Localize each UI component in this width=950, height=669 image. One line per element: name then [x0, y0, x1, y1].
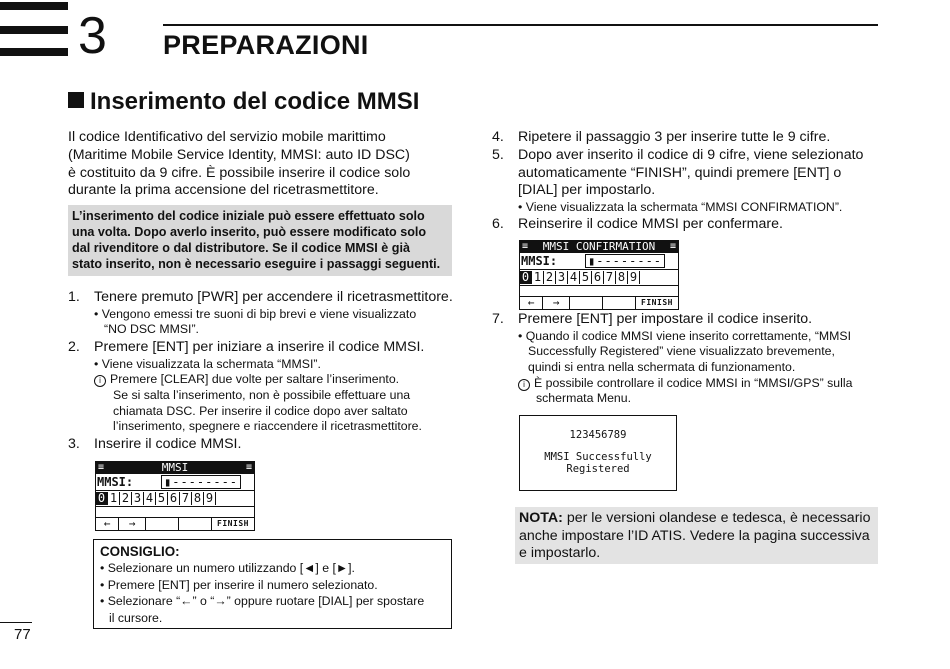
step-text: [DIAL] per impostarlo. [518, 182, 656, 199]
lcd-digit-row [520, 270, 678, 286]
chapter-bar-middle [0, 26, 68, 34]
menu-icon: ≡ [245, 462, 252, 473]
step-number: 4. [492, 129, 504, 145]
step-note: • Viene visualizzata la schermata “MMSI”. [94, 356, 321, 371]
menu-icon: ≡ [522, 241, 529, 252]
info-note [518, 376, 882, 392]
step-number: 5. [492, 146, 504, 163]
lcd-empty-cell [179, 518, 212, 530]
intro-line: durante la prima accensione del ricetrasmettitore. [68, 182, 379, 199]
digit-key[interactable]: 0 [96, 492, 108, 505]
chapter-bar-bottom [0, 48, 68, 56]
tip-item: il cursore. [109, 610, 163, 625]
lcd-empty-cell [603, 297, 636, 309]
info-text: È possibile controllare il codice MMSI in “MMSI/GPS” sulla [534, 375, 853, 390]
step-note: quindi si entra nella schermata di funzionamento. [528, 359, 796, 374]
step-note: “NO DSC MMSI”. [104, 322, 199, 337]
page-number-rule [0, 622, 32, 623]
step-7-block [492, 311, 882, 407]
section-title [68, 88, 419, 116]
step-number: 3. [68, 435, 80, 452]
right-arrow-icon[interactable]: → [543, 297, 570, 309]
digit-key[interactable]: 6 [168, 492, 180, 505]
step-number: 6. [492, 215, 504, 232]
info-text: Premere [CLEAR] due volte per saltare l’inserimento. [110, 372, 400, 387]
digit-key[interactable]: 9 [628, 271, 640, 284]
registered-line: Registered [566, 463, 630, 475]
step-text: Premere [ENT] per impostare il codice inserito. [518, 311, 813, 327]
digit-key[interactable]: 3 [132, 492, 144, 505]
lcd-bottom-row [520, 297, 678, 309]
lcd-title-bar [96, 462, 254, 474]
right-arrow-icon[interactable]: → [119, 518, 146, 530]
menu-icon: ≡ [98, 462, 105, 473]
lcd-bottom-row [96, 518, 254, 530]
step-text: Ripetere il passaggio 3 per inserire tutte le 9 cifre. [518, 129, 831, 145]
digit-key[interactable]: 4 [568, 271, 580, 284]
digit-key[interactable]: 1 [108, 492, 120, 505]
digit-key[interactable]: 7 [604, 271, 616, 284]
lcd-screen-mmsi-confirmation [519, 240, 679, 310]
digit-keypad [520, 271, 640, 284]
lcd-screen-mmsi [95, 461, 255, 531]
digit-key[interactable]: 5 [156, 492, 168, 505]
step-note: • Vengono emessi tre suoni di bip brevi e viene visualizzato [94, 306, 417, 321]
warning-line: una volta. Dopo averlo inserito, può essere modificato solo [72, 225, 427, 239]
step-1 [68, 289, 458, 307]
steps-left [68, 289, 458, 454]
tip-box [93, 539, 452, 629]
menu-icon: ≡ [669, 241, 676, 252]
digit-key[interactable]: 0 [520, 271, 532, 284]
square-bullet-icon [68, 92, 84, 108]
chapter-number: 3 [78, 7, 107, 65]
finish-button[interactable]: FINISH [636, 297, 678, 309]
step-text: Premere [ENT] per iniziare a inserire il codice MMSI. [94, 338, 425, 355]
page-number: 77 [14, 626, 31, 643]
lcd-title-bar [520, 241, 678, 253]
registered-code: 123456789 [569, 429, 627, 441]
steps-right [492, 129, 882, 234]
info-icon: i [94, 375, 106, 387]
lcd-empty-cell [146, 518, 179, 530]
digit-key[interactable]: 5 [580, 271, 592, 284]
digit-key[interactable]: 1 [532, 271, 544, 284]
step-4 [492, 129, 882, 147]
step-note: • Quando il codice MMSI viene inserito correttamente, “MMSI [518, 328, 852, 343]
lcd-mmsi-row [520, 253, 678, 270]
info-icon: i [518, 379, 530, 391]
step-text: Inserire il codice MMSI. [94, 435, 242, 452]
lcd-digit-row [96, 491, 254, 507]
step-5 [492, 147, 882, 165]
mmsi-value: ▮-------- [585, 254, 665, 268]
tip-item: • Selezionare “←” o “→” oppure ruotare [DIAL] per spostare [100, 594, 425, 609]
step-text: automaticamente “FINISH”, quindi premere [ENT] o [518, 164, 842, 181]
mmsi-label: MMSI: [521, 254, 558, 268]
warning-line: L’inserimento del codice iniziale può essere effettuato solo [72, 209, 425, 223]
step-text: Reinserire il codice MMSI per confermare. [518, 215, 783, 232]
intro-line: (Maritime Mobile Service Identity, MMSI: auto ID DSC) [68, 146, 410, 163]
digit-key[interactable]: 9 [204, 492, 216, 505]
mmsi-value: ▮-------- [161, 475, 241, 489]
nota-box [515, 507, 878, 564]
info-text: Se si salta l’inserimento, non è possibile effettuare una [113, 387, 411, 402]
digit-key[interactable]: 2 [120, 492, 132, 505]
step-text: Tenere premuto [PWR] per accendere il ricetrasmettitore. [94, 289, 453, 305]
tip-item: • Premere [ENT] per inserire il numero selezionato. [100, 577, 378, 592]
digit-key[interactable]: 8 [616, 271, 628, 284]
info-note [94, 372, 458, 388]
step-7 [492, 311, 882, 329]
mmsi-label: MMSI: [97, 475, 134, 489]
warning-line: dal rivenditore o dal distributore. Se il codice MMSI è già [72, 241, 411, 255]
step-number: 1. [68, 289, 80, 305]
warning-box [68, 205, 452, 276]
lcd-title: MMSI [161, 461, 189, 474]
info-text: schermata Menu. [536, 391, 632, 406]
step-note: Successfully Registered” viene visualizzato brevemente, [528, 344, 835, 359]
lcd-mmsi-row [96, 474, 254, 491]
step-number: 2. [68, 338, 80, 355]
digit-key[interactable]: 3 [556, 271, 568, 284]
chapter-rule [163, 24, 878, 26]
step-2 [68, 339, 458, 357]
digit-key[interactable]: 8 [192, 492, 204, 505]
digit-keypad [96, 492, 216, 505]
nota-label: NOTA: [519, 510, 563, 526]
step-text: Dopo aver inserito il codice di 9 cifre, viene selezionato [518, 146, 864, 163]
nota-text: e impostarlo. [519, 545, 601, 562]
lcd-spacer-row [520, 286, 678, 297]
intro-line: è costituito da 9 cifre. È possibile inserire il codice solo [68, 164, 411, 181]
registered-line: MMSI Successfully [544, 451, 652, 463]
info-text: l’inserimento, spegnere e riaccendere il ricetrasmettitore. [113, 419, 422, 434]
step-3 [68, 436, 458, 454]
tip-title: CONSIGLIO: [100, 544, 180, 559]
left-arrow-icon[interactable]: ← [520, 297, 543, 309]
lcd-empty-cell [570, 297, 603, 309]
left-arrow-icon[interactable]: ← [96, 518, 119, 530]
step-note: • Viene visualizzata la schermata “MMSI CONFIRMATION”. [518, 200, 843, 215]
section-title-text: Inserimento del codice MMSI [90, 88, 420, 115]
nota-text: per le versioni olandese e tedesca, è necessario [562, 510, 871, 526]
lcd-title: MMSI CONFIRMATION [542, 240, 656, 253]
digit-key[interactable]: 6 [592, 271, 604, 284]
step-6 [492, 216, 882, 234]
info-text: chiamata DSC. Per inserire il codice dopo aver saltato [113, 403, 408, 418]
tip-item: • Selezionare un numero utilizzando [◄] e [►]. [100, 561, 355, 575]
lcd-screen-registered [519, 415, 677, 491]
warning-line: stato inserito, non è necessario eseguire i passaggi seguenti. [72, 257, 441, 271]
finish-button[interactable]: FINISH [212, 518, 254, 530]
lcd-spacer-row [96, 507, 254, 518]
step-number: 7. [492, 311, 504, 327]
chapter-title: PREPARAZIONI [163, 30, 369, 60]
digit-key[interactable]: 7 [180, 492, 192, 505]
nota-text: anche impostare l’ID ATIS. Vedere la pagina successiva [519, 527, 870, 544]
intro-line: Il codice Identificativo del servizio mobile marittimo [68, 129, 386, 145]
intro-paragraph [68, 129, 410, 200]
digit-key[interactable]: 2 [544, 271, 556, 284]
digit-key[interactable]: 4 [144, 492, 156, 505]
chapter-bar-top [0, 2, 68, 10]
